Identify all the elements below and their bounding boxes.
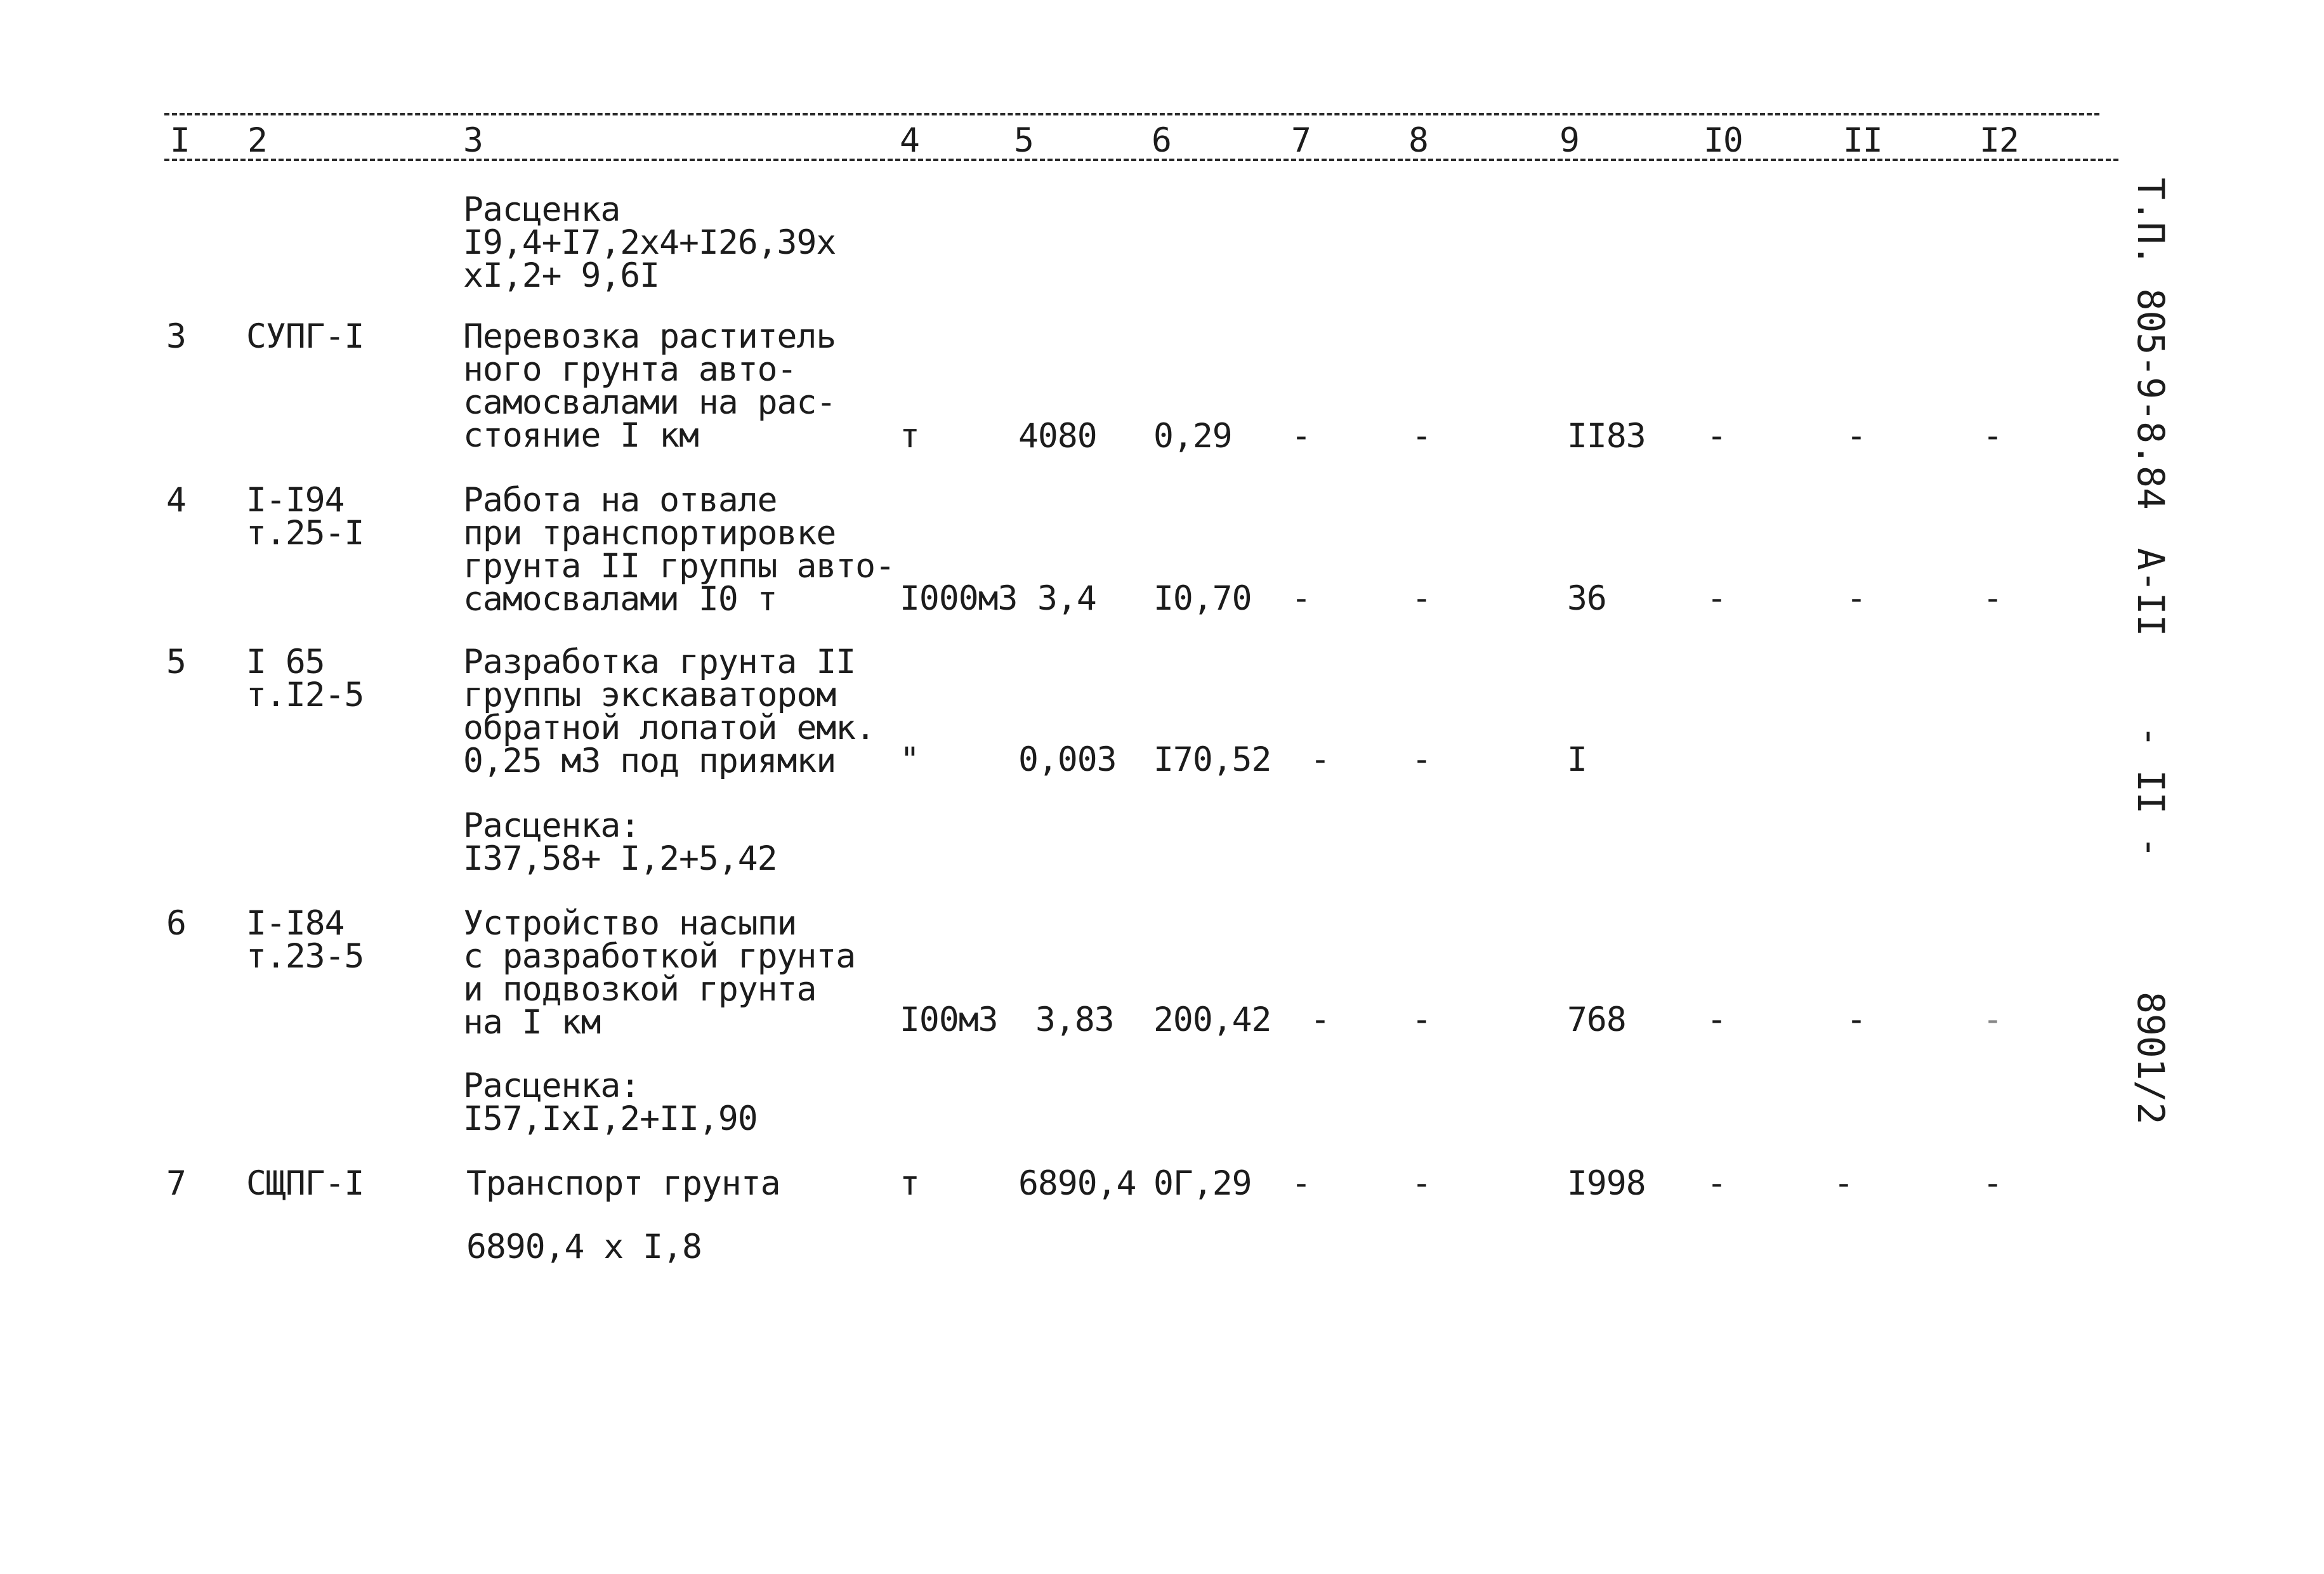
rate-note: Расценка: I37,58+ I,2+5,42 [463, 806, 777, 878]
col-header-2: 2 [247, 121, 267, 160]
col10-value: - [1707, 417, 1726, 456]
rate-note: Расценка I9,4+I7,2х4+I26,39х хI,2+ 9,6I [463, 190, 836, 295]
calculation-note: 6890,4 х I,8 [466, 1228, 702, 1266]
album-code: А-II [2129, 548, 2172, 637]
col12-value: - [1983, 1164, 2002, 1203]
col7-value: - [1310, 1000, 1330, 1039]
col11-value: - [1846, 579, 1866, 618]
col12-value: - [1983, 417, 2002, 456]
unit-price: I0,70 [1153, 579, 1252, 618]
col-header-7: 7 [1291, 121, 1311, 160]
unit: I00м3 [900, 1000, 998, 1039]
header-top-rule [164, 113, 2099, 115]
col8-value: - [1412, 579, 1431, 618]
work-description: Работа на отвале при транспортировке грунта II группы авто- самосвалами I0 т [463, 481, 895, 619]
work-description: Устройство насыпи с разработкой грунта и подвозкой грунта на I км [463, 904, 856, 1042]
side-stamp [2116, 178, 2186, 1125]
col-header-6: 6 [1152, 121, 1171, 160]
col8-value: - [1412, 1000, 1431, 1039]
col-header-11: II [1843, 121, 1882, 160]
row-number: 4 [166, 481, 186, 520]
drawing-number: 8901/2 [2129, 992, 2172, 1125]
col7-value: - [1291, 1164, 1311, 1203]
col11-value: - [1846, 1000, 1866, 1039]
col8-value: - [1412, 740, 1431, 779]
unit-price: 0,29 [1153, 417, 1232, 456]
col-header-8: 8 [1408, 121, 1428, 160]
col8-value: - [1412, 417, 1431, 456]
quantity: 6890,4 [1018, 1164, 1136, 1203]
col10-value: - [1707, 579, 1726, 618]
norm-code: I 65 т.I2-5 [246, 643, 364, 714]
col11-value: - [1846, 417, 1866, 456]
col9-value: 36 [1567, 579, 1606, 618]
col-header-5: 5 [1014, 121, 1034, 160]
quantity: 3,4 [1037, 579, 1096, 618]
col11-value: - [1834, 1164, 1853, 1203]
norm-code: I-I84 т.23-5 [246, 904, 364, 976]
page-number: - II - [2129, 725, 2172, 858]
col-header-1: I [170, 121, 190, 160]
col10-value: - [1707, 1000, 1726, 1039]
rate-note: Расценка: I57,IхI,2+II,90 [463, 1066, 758, 1138]
unit-price: 0Г,29 [1153, 1164, 1252, 1203]
row-number: 6 [166, 904, 186, 943]
row-number: 5 [166, 643, 186, 681]
col9-value: 768 [1567, 1000, 1626, 1039]
unit: т [900, 1164, 919, 1203]
norm-code: СУПГ-I [246, 317, 364, 356]
col7-value: - [1291, 579, 1311, 618]
quantity: 4080 [1018, 417, 1097, 456]
row-number: 7 [166, 1164, 186, 1203]
header-bottom-rule [164, 159, 2118, 161]
col10-value: - [1707, 1164, 1726, 1203]
norm-code: I-I94 т.25-I [246, 481, 364, 553]
work-description: Транспорт грунта [466, 1164, 780, 1203]
unit-price: 200,42 [1153, 1000, 1271, 1039]
unit-price: I70,52 [1153, 740, 1271, 779]
work-description: Разработка грунта II группы экскаватором обратной лопатой емк. 0,25 м3 под приямки [463, 643, 876, 780]
quantity: 3,83 [1035, 1000, 1114, 1039]
col-header-12: I2 [1979, 121, 2019, 160]
col9-value: II83 [1567, 417, 1646, 456]
col-header-4: 4 [900, 121, 919, 160]
work-description: Перевозка раститель ного грунта авто- самосвалами на рас- стояние I км [463, 317, 836, 455]
quantity: 0,003 [1018, 740, 1117, 779]
doc-code: Т.П. 805-9-8.84 [2129, 178, 2172, 510]
unit: " [900, 740, 919, 779]
col-header-9: 9 [1559, 121, 1579, 160]
col12-value: - [1983, 579, 2002, 618]
col7-value: - [1291, 417, 1311, 456]
col-header-10: I0 [1704, 121, 1743, 160]
row-number: 3 [166, 317, 186, 356]
col12-value: - [1983, 1000, 2002, 1039]
unit: т [900, 417, 919, 456]
col-header-3: 3 [463, 121, 483, 160]
col9-value: I [1567, 740, 1587, 779]
col7-value: - [1310, 740, 1330, 779]
col8-value: - [1412, 1164, 1431, 1203]
norm-code: СЩПГ-I [246, 1164, 364, 1203]
col9-value: I998 [1567, 1164, 1646, 1203]
unit: I000м3 [900, 579, 1018, 618]
